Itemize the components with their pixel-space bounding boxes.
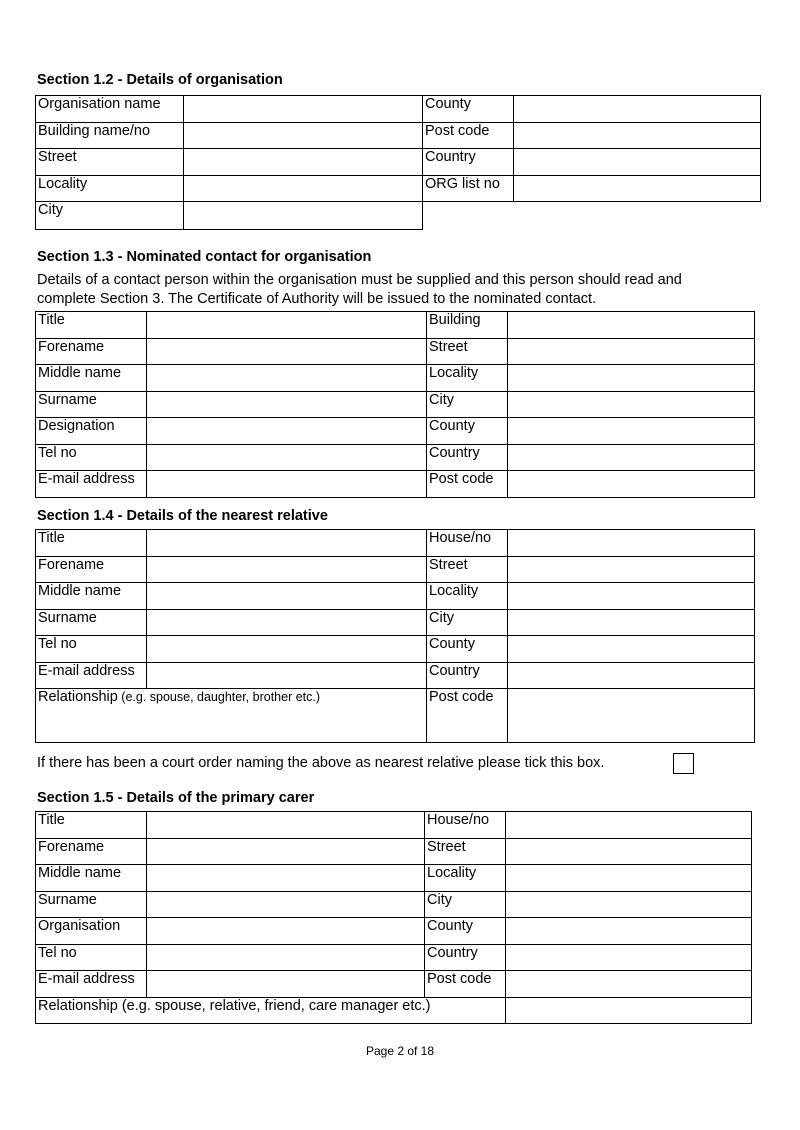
label-relative-email: E-mail address <box>36 663 147 689</box>
carer-country-field[interactable] <box>506 945 752 971</box>
label-contact-post-code: Post code <box>427 471 508 498</box>
contact-surname-field[interactable] <box>147 392 427 418</box>
carer-post-code-field[interactable] <box>506 971 752 998</box>
contact-middle-name-field[interactable] <box>147 365 427 392</box>
carer-email-field[interactable] <box>147 971 425 998</box>
org-county-field[interactable] <box>514 96 761 123</box>
label-carer-surname: Surname <box>36 892 147 918</box>
relative-city-field[interactable] <box>508 610 755 636</box>
relative-relationship-field[interactable] <box>36 689 427 743</box>
label-relative-city: City <box>427 610 508 636</box>
relative-house-no-field[interactable] <box>508 530 755 557</box>
label-carer-county: County <box>425 918 506 945</box>
empty-cell <box>423 202 514 230</box>
organisation-details-table <box>35 95 761 230</box>
label-org-locality: Locality <box>36 176 184 202</box>
label-org-county: County <box>423 96 514 123</box>
contact-email-field[interactable] <box>147 471 427 498</box>
label-carer-city: City <box>425 892 506 918</box>
label-contact-forename: Forename <box>36 339 147 365</box>
court-order-text: If there has been a court order naming the above as nearest relative please tick this box. <box>37 755 605 771</box>
contact-country-field[interactable] <box>508 445 755 471</box>
label-relative-title: Title <box>36 530 147 557</box>
label-carer-title: Title <box>36 812 147 839</box>
contact-forename-field[interactable] <box>147 339 427 365</box>
court-order-checkbox[interactable] <box>673 753 694 774</box>
carer-city-field[interactable] <box>506 892 752 918</box>
relative-county-field[interactable] <box>508 636 755 663</box>
label-contact-city: City <box>427 392 508 418</box>
label-relative-relationship: Relationship <box>38 689 118 705</box>
label-contact-designation: Designation <box>36 418 147 445</box>
label-contact-country: Country <box>427 445 508 471</box>
org-locality-field[interactable] <box>184 176 423 202</box>
organisation-name-field[interactable] <box>184 96 423 123</box>
label-relative-country: Country <box>427 663 508 689</box>
relative-title-field[interactable] <box>147 530 427 557</box>
section-1-3-heading: Section 1.3 - Nominated contact for organisation <box>37 249 372 265</box>
empty-cell <box>514 202 761 230</box>
carer-organisation-field[interactable] <box>147 918 425 945</box>
label-carer-email: E-mail address <box>36 971 147 998</box>
label-relative-tel-no: Tel no <box>36 636 147 663</box>
carer-relationship-field[interactable] <box>506 998 752 1024</box>
carer-tel-no-field[interactable] <box>147 945 425 971</box>
org-street-field[interactable] <box>184 149 423 176</box>
contact-designation-field[interactable] <box>147 418 427 445</box>
label-contact-email: E-mail address <box>36 471 147 498</box>
contact-city-field[interactable] <box>508 392 755 418</box>
nearest-relative-table <box>35 529 755 743</box>
label-relative-county: County <box>427 636 508 663</box>
carer-county-field[interactable] <box>506 918 752 945</box>
carer-middle-name-field[interactable] <box>147 865 425 892</box>
carer-locality-field[interactable] <box>506 865 752 892</box>
org-list-no-field[interactable] <box>514 176 761 202</box>
label-carer-locality: Locality <box>425 865 506 892</box>
relative-country-field[interactable] <box>508 663 755 689</box>
contact-street-field[interactable] <box>508 339 755 365</box>
relative-street-field[interactable] <box>508 557 755 583</box>
relative-locality-field[interactable] <box>508 583 755 610</box>
label-carer-organisation: Organisation <box>36 918 147 945</box>
label-relative-street: Street <box>427 557 508 583</box>
section-1-4-heading: Section 1.4 - Details of the nearest relative <box>37 508 328 524</box>
primary-carer-table <box>35 811 752 1024</box>
carer-forename-field[interactable] <box>147 839 425 865</box>
relative-post-code-field[interactable] <box>508 689 755 743</box>
label-contact-building: Building <box>427 312 508 339</box>
label-relative-forename: Forename <box>36 557 147 583</box>
label-org-country: Country <box>423 149 514 176</box>
label-organisation-name: Organisation name <box>36 96 184 123</box>
contact-county-field[interactable] <box>508 418 755 445</box>
label-org-city: City <box>36 202 184 230</box>
org-post-code-field[interactable] <box>514 123 761 149</box>
building-name-field[interactable] <box>184 123 423 149</box>
label-relative-middle-name: Middle name <box>36 583 147 610</box>
nominated-contact-table <box>35 311 755 498</box>
carer-street-field[interactable] <box>506 839 752 865</box>
label-carer-street: Street <box>425 839 506 865</box>
contact-intro-line-1: Details of a contact person within the organisation must be supplied and this person should read and <box>37 272 682 288</box>
relative-tel-no-field[interactable] <box>147 636 427 663</box>
carer-title-field[interactable] <box>147 812 425 839</box>
relative-surname-field[interactable] <box>147 610 427 636</box>
carer-house-no-field[interactable] <box>506 812 752 839</box>
relationship-hint: (e.g. spouse, daughter, brother etc.) <box>117 690 321 704</box>
label-contact-middle-name: Middle name <box>36 365 147 392</box>
section-1-5-heading: Section 1.5 - Details of the primary carer <box>37 790 315 806</box>
label-relative-surname: Surname <box>36 610 147 636</box>
label-contact-tel-no: Tel no <box>36 445 147 471</box>
label-relative-post-code: Post code <box>427 689 508 743</box>
relative-middle-name-field[interactable] <box>147 583 427 610</box>
label-carer-country: Country <box>425 945 506 971</box>
carer-surname-field[interactable] <box>147 892 425 918</box>
label-org-list-no: ORG list no <box>423 176 514 202</box>
section-1-2-heading: Section 1.2 - Details of organisation <box>37 72 283 88</box>
label-carer-tel-no: Tel no <box>36 945 147 971</box>
label-carer-post-code: Post code <box>425 971 506 998</box>
org-country-field[interactable] <box>514 149 761 176</box>
contact-post-code-field[interactable] <box>508 471 755 498</box>
org-city-field[interactable] <box>184 202 423 230</box>
label-relative-locality: Locality <box>427 583 508 610</box>
label-contact-county: County <box>427 418 508 445</box>
contact-title-field[interactable] <box>147 312 427 339</box>
label-carer-forename: Forename <box>36 839 147 865</box>
contact-intro-line-2: complete Section 3. The Certificate of Authority will be issued to the nominated contact. <box>37 291 597 307</box>
relative-forename-field[interactable] <box>147 557 427 583</box>
page-number: Page 2 of 18 <box>365 1044 435 1058</box>
label-contact-street: Street <box>427 339 508 365</box>
relative-email-field[interactable] <box>147 663 427 689</box>
label-org-post-code: Post code <box>423 123 514 149</box>
label-org-street: Street <box>36 149 184 176</box>
label-carer-middle-name: Middle name <box>36 865 147 892</box>
label-building-name: Building name/no <box>36 123 184 149</box>
label-contact-surname: Surname <box>36 392 147 418</box>
contact-locality-field[interactable] <box>508 365 755 392</box>
label-relative-house-no: House/no <box>427 530 508 557</box>
label-carer-house-no: House/no <box>425 812 506 839</box>
label-carer-relationship: Relationship (e.g. spouse, relative, friend, care manager etc.) <box>36 998 506 1024</box>
contact-building-field[interactable] <box>508 312 755 339</box>
label-contact-locality: Locality <box>427 365 508 392</box>
label-contact-title: Title <box>36 312 147 339</box>
contact-tel-no-field[interactable] <box>147 445 427 471</box>
